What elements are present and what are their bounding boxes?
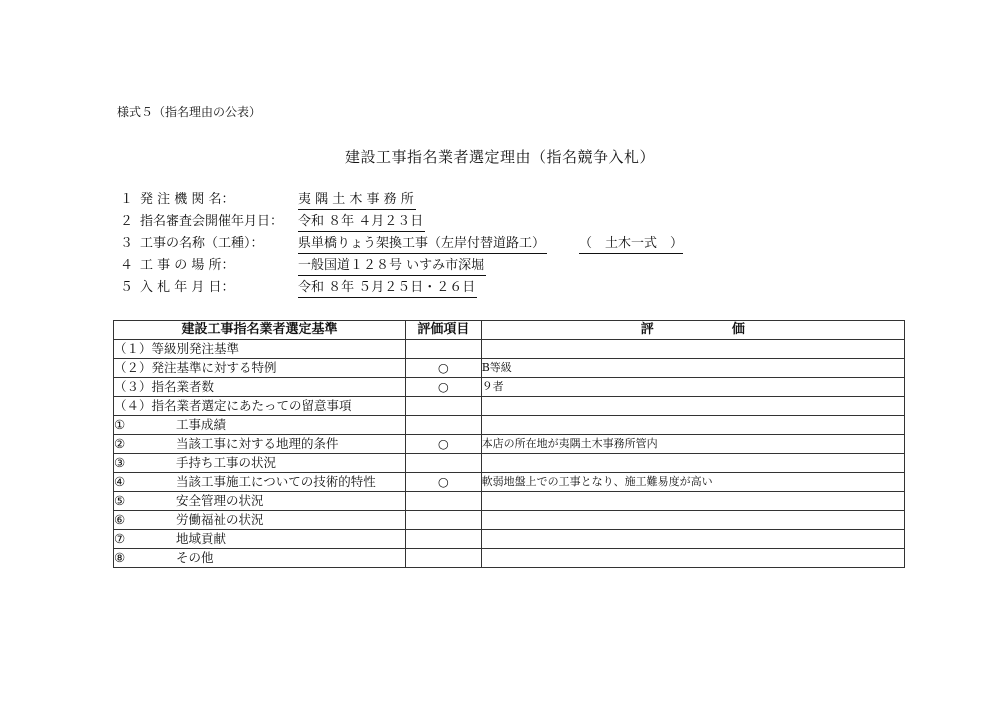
info-num: ４ — [120, 258, 134, 273]
criteria-label: 当該工事に対する地理的条件 — [176, 436, 339, 451]
table-row — [114, 454, 905, 473]
table-row — [114, 416, 905, 435]
criteria-label: 指名業者数 — [151, 379, 215, 394]
criteria-number: ④ — [114, 474, 126, 489]
info-value: 夷 隅 土 木 事 務 所 — [298, 190, 416, 210]
form-number: 様式５（指名理由の公表） — [117, 105, 262, 119]
info-row-work-location — [120, 256, 683, 278]
criteria-label: 指名業者選定にあたっての留意事項 — [151, 398, 352, 413]
item-mark-cell: ○ — [405, 378, 481, 397]
info-label: 工 事 の 場 所： — [140, 258, 235, 273]
evaluation-cell — [481, 511, 904, 530]
criteria-label: 等級別発注基準 — [151, 341, 240, 356]
criteria-number: ⑥ — [114, 512, 126, 527]
criteria-number: ⑧ — [114, 550, 126, 565]
criteria-number: ② — [114, 436, 126, 451]
info-label: 指名審査会開催年月日： — [140, 214, 284, 229]
evaluation-cell — [481, 492, 904, 511]
table-row — [114, 492, 905, 511]
item-mark-cell — [405, 340, 481, 359]
criteria-label: その他 — [176, 550, 214, 565]
criteria-cell — [114, 378, 406, 397]
table-row — [114, 340, 905, 359]
criteria-cell — [114, 473, 406, 492]
info-row-ordering-agency — [120, 190, 683, 212]
info-label: 工事の名称（工種）： — [140, 236, 264, 251]
criteria-label: 手持ち工事の状況 — [176, 455, 277, 470]
evaluation-cell — [481, 416, 904, 435]
criteria-label: 工事成績 — [176, 417, 227, 432]
criteria-number: （１） — [114, 341, 152, 356]
criteria-number: （３） — [114, 379, 152, 394]
table-row — [114, 473, 905, 492]
criteria-label: 当該工事施工についての技術的特性 — [176, 474, 376, 489]
criteria-cell — [114, 340, 406, 359]
info-row-bid-date — [120, 278, 683, 300]
evaluation-cell: B等級 — [481, 359, 904, 378]
work-type: （ 土木一式 ） — [579, 234, 683, 254]
criteria-label: 安全管理の状況 — [176, 493, 264, 508]
info-value: 一般国道１２８号 いすみ市深堀 — [298, 256, 486, 276]
item-mark-cell — [405, 492, 481, 511]
table-row — [114, 359, 905, 378]
item-mark-cell — [405, 549, 481, 568]
item-mark-cell — [405, 511, 481, 530]
evaluation-cell — [481, 530, 904, 549]
info-value: 令和 ８年 ４月２３日 — [298, 212, 425, 232]
criteria-cell — [114, 397, 406, 416]
info-row-work-name — [120, 234, 683, 256]
info-num: ３ — [120, 236, 134, 251]
table-row — [114, 397, 905, 416]
item-mark-cell — [405, 397, 481, 416]
criteria-cell — [114, 416, 406, 435]
item-mark-cell — [405, 454, 481, 473]
criteria-table — [113, 320, 905, 568]
criteria-cell — [114, 530, 406, 549]
info-row-review-date — [120, 212, 683, 234]
evaluation-header — [481, 321, 904, 340]
evaluation-cell — [481, 397, 904, 416]
info-value: 県単橋りょう架換工事（左岸付替道路工） — [298, 234, 547, 254]
info-section — [120, 190, 683, 300]
table-row — [114, 378, 905, 397]
criteria-number: （４） — [114, 398, 152, 413]
info-label: 発 注 機 関 名： — [140, 192, 235, 207]
info-num: １ — [120, 192, 134, 207]
criteria-label: 労働福祉の状況 — [176, 512, 264, 527]
criteria-cell — [114, 511, 406, 530]
evaluation-cell — [481, 549, 904, 568]
evaluation-cell: 本店の所在地が夷隅土木事務所管内 — [481, 435, 904, 454]
item-header: 評価項目 — [405, 321, 481, 340]
evaluation-cell — [481, 340, 904, 359]
criteria-cell — [114, 492, 406, 511]
item-mark-cell — [405, 416, 481, 435]
table-row — [114, 511, 905, 530]
criteria-label: 地域貢献 — [176, 531, 227, 546]
table-header-row — [114, 321, 905, 340]
criteria-label: 発注基準に対する特例 — [151, 360, 277, 375]
item-mark-cell: ○ — [405, 473, 481, 492]
criteria-number: （２） — [114, 360, 152, 375]
criteria-number: ① — [114, 417, 126, 432]
criteria-number: ⑦ — [114, 531, 126, 546]
info-label: 入 札 年 月 日： — [140, 280, 235, 295]
evaluation-cell: ９者 — [481, 378, 904, 397]
criteria-cell — [114, 549, 406, 568]
criteria-cell — [114, 454, 406, 473]
evaluation-header-right: 価 — [731, 322, 745, 337]
document-title: 建設工事指名業者選定理由（指名競争入札） — [344, 148, 655, 166]
table-row — [114, 435, 905, 454]
info-num: ２ — [120, 214, 134, 229]
evaluation-cell: 軟弱地盤上での工事となり、施工難易度が高い — [481, 473, 904, 492]
evaluation-header-left: 評 — [640, 322, 654, 337]
table-row — [114, 549, 905, 568]
table-row — [114, 530, 905, 549]
evaluation-cell — [481, 454, 904, 473]
info-value: 令和 ８年 ５月２５日・２６日 — [298, 278, 477, 298]
item-mark-cell — [405, 530, 481, 549]
criteria-number: ③ — [114, 455, 126, 470]
info-num: ５ — [120, 280, 134, 295]
criteria-cell — [114, 359, 406, 378]
criteria-header: 建設工事指名業者選定基準 — [114, 321, 406, 340]
criteria-number: ⑤ — [114, 493, 126, 508]
criteria-cell — [114, 435, 406, 454]
item-mark-cell: ○ — [405, 359, 481, 378]
item-mark-cell: ○ — [405, 435, 481, 454]
